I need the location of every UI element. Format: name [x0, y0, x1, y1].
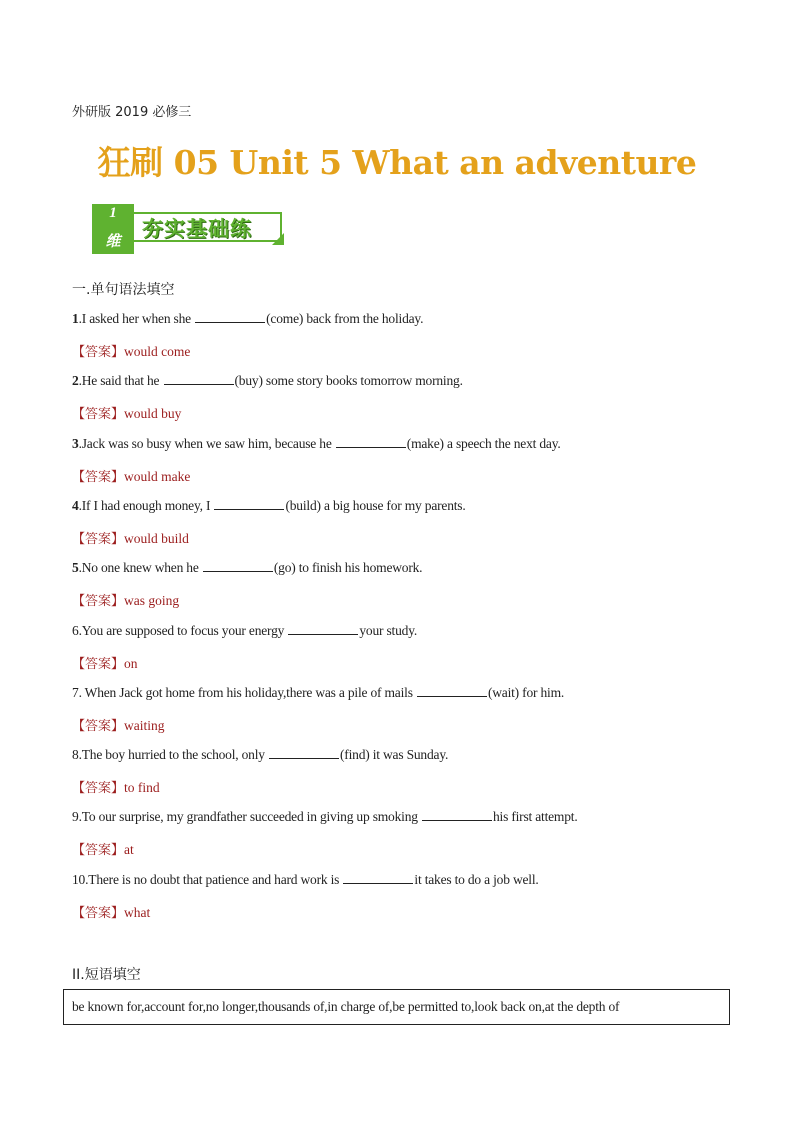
answer-blank[interactable] [288, 622, 358, 635]
question-text-after: (wait) for him. [487, 684, 565, 700]
question-text-after: (build) a big house for my parents. [285, 497, 466, 513]
question-text-before: .No one knew when he [78, 560, 202, 576]
answer-tag: 【答案】 [72, 469, 125, 485]
answer-tag: 【答案】 [72, 345, 125, 360]
question-text-after: (find) it was Sunday. [340, 747, 449, 763]
question-number: 3 [72, 435, 79, 451]
answer-blank[interactable] [195, 310, 265, 323]
answer-blank[interactable] [343, 871, 413, 884]
answer-7 [72, 715, 165, 734]
question-number: 8 [72, 747, 79, 763]
answer-tag: 【答案】 [72, 905, 125, 921]
answer-tag: 【答案】 [72, 781, 125, 797]
answer-tag: 【答案】 [72, 843, 125, 859]
answer-blank[interactable] [417, 684, 487, 697]
question-text-after: his first attempt. [493, 809, 578, 825]
question-text-after: your study. [359, 622, 418, 638]
answer-blank[interactable] [269, 746, 339, 759]
question-8 [72, 746, 448, 763]
answer-3 [72, 466, 190, 485]
answer-value: waiting [124, 717, 165, 733]
answer-value: would buy [124, 406, 182, 422]
answer-9 [72, 839, 134, 858]
answer-value: would build [124, 530, 189, 546]
question-7 [72, 684, 564, 701]
answer-tag: 【答案】 [72, 407, 125, 423]
question-text-before: . When Jack got home from his holiday,there was a pile of mails [78, 684, 416, 700]
answer-8 [72, 777, 160, 796]
page-title: 狂刷 05 Unit 5 What an adventure [97, 143, 697, 182]
answer-blank[interactable] [336, 435, 406, 448]
question-text-after: (go) to finish his homework. [273, 560, 423, 576]
question-2 [72, 372, 463, 389]
question-text-before: .To our surprise, my grandfather succeeded in giving up smoking [78, 809, 421, 825]
question-number: 7 [72, 684, 79, 700]
answer-blank[interactable] [422, 808, 492, 821]
question-4 [72, 497, 466, 514]
question-text-after: (buy) some story books tomorrow morning. [234, 373, 463, 389]
answer-4 [72, 528, 189, 547]
question-10 [72, 871, 539, 888]
question-text-before: .There is no doubt that patience and hard work is [85, 871, 343, 887]
answer-2 [72, 403, 181, 422]
question-text-before: .He said that he [78, 373, 163, 389]
answer-10 [72, 902, 150, 921]
answer-blank[interactable] [203, 559, 273, 572]
answer-value: on [124, 655, 138, 671]
answer-value: was going [124, 593, 180, 609]
question-number: 5 [72, 560, 79, 576]
question-text-before: .Jack was so busy when we saw him, because he [78, 435, 335, 451]
question-5 [72, 559, 422, 576]
question-text-before: .The boy hurried to the school, only [78, 747, 269, 763]
question-text-after: it takes to do a job well. [414, 871, 539, 887]
banner-corner-decoration [272, 233, 284, 245]
question-number: 10 [72, 871, 86, 887]
answer-1 [72, 341, 190, 360]
answer-tag: 【答案】 [72, 656, 125, 672]
answer-value: at [124, 842, 134, 858]
answer-6 [72, 653, 138, 672]
edition-label: 外研版 2019 必修三 [72, 105, 192, 120]
section2-heading: II.短语填空 [72, 967, 141, 983]
answer-tag: 【答案】 [72, 531, 125, 547]
question-3 [72, 435, 561, 452]
question-text-after: (come) back from the holiday. [266, 311, 424, 326]
question-1 [72, 310, 423, 327]
answer-value: would make [124, 468, 191, 484]
level-badge-number: 1 [109, 205, 117, 221]
answer-value: what [124, 904, 151, 920]
question-number: 6 [72, 622, 79, 638]
question-number: 4 [72, 497, 79, 513]
answer-5 [72, 590, 179, 609]
answer-blank[interactable] [214, 497, 284, 510]
question-text-before: .If I had enough money, I [78, 497, 214, 513]
answer-value: to find [124, 780, 160, 796]
level-badge-char: 维 [105, 232, 121, 250]
question-6 [72, 622, 417, 639]
phrase-list: be known for,account for,no longer,thousands of,in charge of,be permitted to,look back on,at the depth of [72, 999, 620, 1014]
answer-tag: 【答案】 [72, 718, 125, 734]
question-9 [72, 808, 578, 825]
question-text-before: .You are supposed to focus your energy [78, 622, 288, 638]
question-text-after: (make) a speech the next day. [406, 435, 561, 451]
answer-tag: 【答案】 [72, 594, 125, 610]
question-number: 9 [72, 809, 79, 825]
question-text-before: .I asked her when she [78, 311, 195, 326]
question-number: 2 [72, 373, 79, 389]
section-banner-label: 夯实基础练 [142, 217, 252, 241]
question-number: 1 [72, 311, 79, 326]
answer-value: would come [124, 344, 191, 359]
section1-heading: 一.单句语法填空 [72, 282, 175, 298]
answer-blank[interactable] [164, 372, 234, 385]
